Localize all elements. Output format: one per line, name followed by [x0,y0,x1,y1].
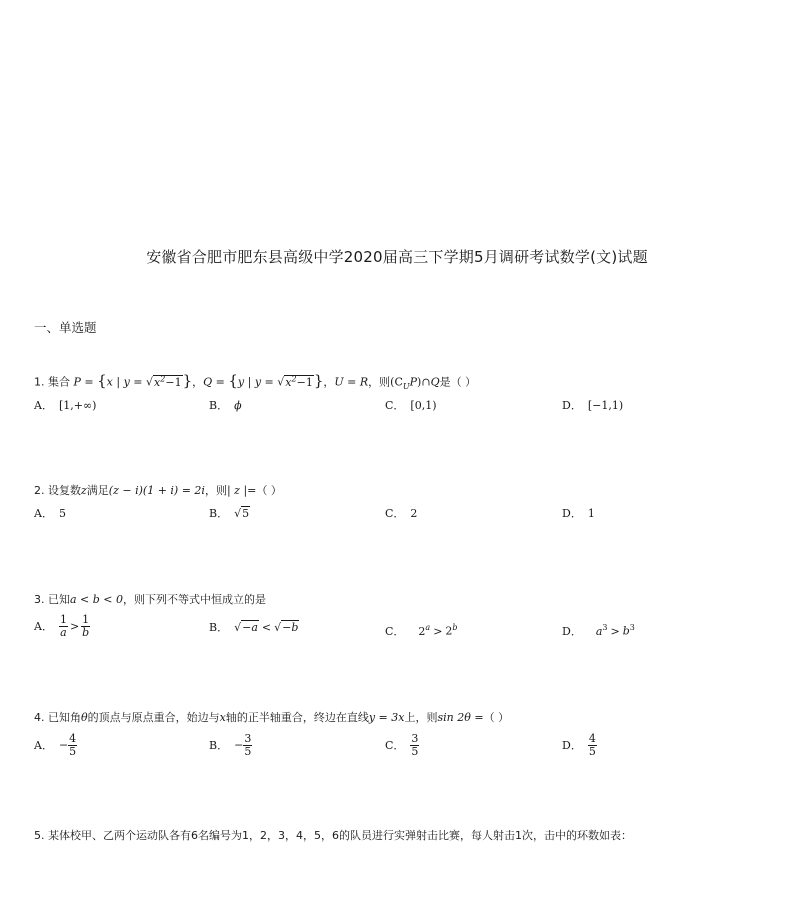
option-c[interactable] [385,733,419,758]
question-number: 5. [34,829,45,842]
question-number: 3. [34,593,45,606]
option-value: [−1,1) [587,399,624,412]
math-brace: } [313,371,324,390]
question-number: 2. [34,484,45,497]
frac-num: 4 [588,732,596,745]
option-value: ϕ [234,399,242,412]
option-label: A． [34,619,53,633]
option-label: C． [385,399,405,412]
fraction [59,614,68,639]
math-exp: b [452,623,458,632]
math-op: > [610,624,620,638]
q-text: 已知 [48,593,70,606]
math-exp: 2 [160,374,166,383]
q-text: （ ） [483,711,510,724]
option-label: D． [562,507,582,520]
radicand: −b [282,621,299,634]
math-var: y [123,375,130,389]
math-var: x [219,711,226,724]
section-heading: 一、单选题 [34,320,97,335]
math-op: | [244,375,255,389]
question-number: 4. [34,711,45,724]
option-c[interactable] [385,506,417,522]
math-exp: 3 [602,623,608,632]
q-text: 某体校甲、乙两个运动队各有6名编号为1，2，3，4，5，6的队员进行实弹射击比赛，每人射击1次，击中的环数如表： [48,829,632,842]
q-text: ， [192,375,204,389]
fraction [68,733,77,758]
option-label: B． [209,738,229,752]
option-b[interactable] [209,620,299,636]
option-label: A． [34,399,53,412]
q-text: ， [323,375,335,389]
frac-num: 4 [69,732,77,745]
frac-den: 5 [411,745,419,758]
q-text: =（ ） [247,484,282,497]
math-exp: 3 [629,623,635,632]
math-var: Q [203,375,213,389]
option-d[interactable] [562,620,635,640]
math-op: )∩ [417,375,431,389]
q-text: ，则 [204,484,227,497]
option-value: [1,+∞) [58,399,97,412]
math-op: = [212,375,229,389]
q-text: 设复数 [48,484,81,497]
q-text: 上，则 [404,711,438,724]
fraction [588,733,597,758]
frac-num: 1 [82,613,90,626]
sqrt-expr: √−b [274,621,299,634]
math-brace: } [182,371,193,390]
math-op: (C [390,375,403,389]
question-number: 1. [34,375,45,389]
option-a[interactable] [34,506,66,522]
frac-den: 5 [244,745,252,758]
option-b[interactable] [209,506,250,522]
math-op: = [129,375,147,389]
option-label: C． [385,507,405,520]
option-label: C． [385,624,405,638]
math-exp: 2 [291,374,297,383]
question-1 [34,371,476,395]
question-3 [34,592,266,608]
math-base: 2 [445,624,453,638]
math-expr: (z − i)(1 + i) = 2i [108,484,205,497]
math-var: P [73,375,81,389]
math-sign: − [234,738,244,752]
math-var: x [154,375,161,389]
math-brace: { [228,371,238,390]
option-label: C． [385,738,405,752]
frac-num: 3 [244,732,252,745]
frac-num: 1 [59,613,67,626]
radicand: −a [242,621,258,634]
option-label: B． [209,399,229,412]
frac-den: a [60,626,67,639]
math-var: y [237,375,245,389]
option-label: B． [209,621,229,634]
option-label: D． [562,399,582,412]
option-label: A． [34,507,53,520]
question-4 [34,710,509,726]
math-base: 2 [418,624,426,638]
q-text: 是（ ） [439,375,477,389]
option-d[interactable] [562,506,595,522]
option-value: 5 [242,507,250,520]
math-brace: { [97,371,107,390]
question-2 [34,483,282,499]
frac-den: 5 [69,745,77,758]
q-text: 满足 [86,484,109,497]
math-var: θ [81,711,88,724]
option-value: 2 [410,507,418,520]
math-base: b [622,624,630,638]
math-op: = [261,375,278,389]
math-var: x [106,375,113,389]
math-var: P [409,375,418,389]
math-var: x [285,375,292,389]
math-op: | [112,375,124,389]
question-5 [34,828,632,844]
sqrt-expr: $√x^2-1$ [277,374,313,389]
q-text: 的顶点与原点重合，始边与 [87,711,220,724]
frac-num: 3 [411,732,419,745]
fraction [410,733,419,758]
q-text: 轴的正半轴重合，终边在直线 [225,711,369,724]
math-var: R [359,375,369,389]
math-var: U [334,375,344,389]
option-d[interactable] [562,733,597,758]
math-op: = [80,375,98,389]
math-sub: U [402,381,410,391]
option-label: A． [34,738,53,752]
option-label: D． [562,624,582,638]
option-value: 1 [587,507,595,520]
sqrt-expr: √5 [234,507,250,520]
option-d[interactable] [562,398,623,414]
option-a[interactable] [34,733,77,758]
math-var: y [254,375,262,389]
math-var: z [81,484,87,497]
q-text: ，则下列不等式中恒成立的是 [123,593,267,606]
option-label: B． [209,507,229,520]
q-text: 集合 [48,375,70,389]
math-op: < [261,621,272,634]
math-op: > [433,624,443,638]
math-expr: a < b < 0 [70,593,124,606]
math-var: Q [430,375,440,389]
q-text: 已知角 [48,711,81,724]
sqrt-expr: $√x^2-1$ [146,374,182,389]
sqrt-expr: √−a [234,621,258,634]
math-op: = [343,375,360,389]
fraction [81,614,90,639]
frac-den: b [82,626,90,639]
math-base: a [595,624,603,638]
frac-den: 5 [588,745,596,758]
page-title: 安徽省合肥市肥东县高级中学2020届高三下学期5月调研考试数学(文)试题 [146,248,648,266]
math-expr: y = 3x [368,711,405,724]
math-op: −1 [296,375,313,389]
option-b[interactable] [209,398,242,414]
math-sign: − [58,738,69,752]
math-expr: | z | [226,484,248,497]
math-expr: sin 2θ = [437,711,484,724]
fraction [243,733,252,758]
option-c[interactable] [385,620,458,640]
math-exp: a [425,623,431,632]
option-c[interactable] [385,398,437,414]
math-op: > [69,619,80,633]
option-b[interactable] [209,733,252,758]
option-label: D． [562,738,582,752]
option-a[interactable] [34,398,96,414]
q-text: ，则 [368,375,391,389]
option-value: [0,1) [410,399,437,412]
option-value: 5 [58,507,66,520]
math-op: −1 [165,375,182,389]
option-a[interactable] [34,614,90,639]
